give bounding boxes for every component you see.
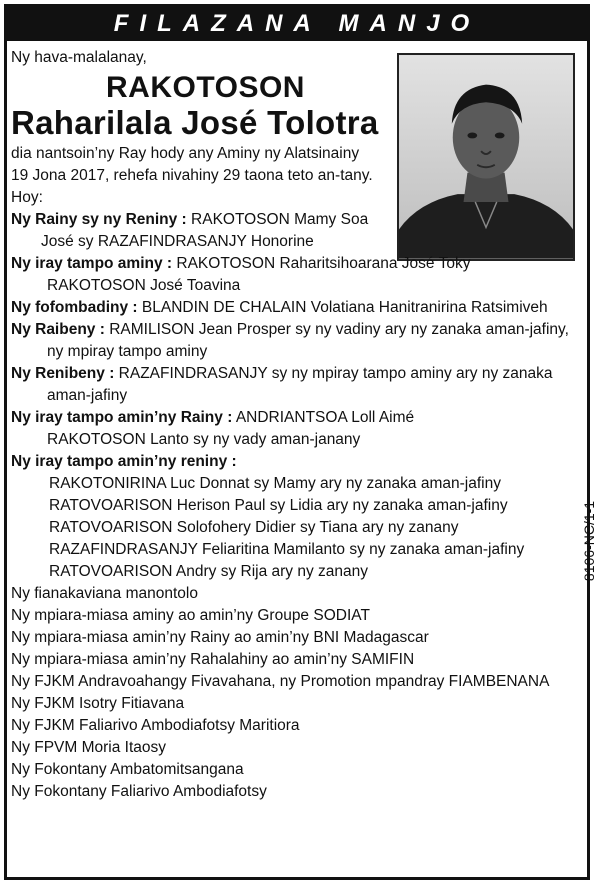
obituary-notice (4, 4, 597, 880)
fiancee-text: BLANDIN DE CHALAIN Volatiana Hanitranirina Ratsimiveh (141, 299, 548, 316)
parents-text: RAKOTOSON Mamy Soa (191, 211, 369, 228)
greeting: Ny hava-malalanay, (11, 49, 147, 66)
parents-text-continued: José sy RAZAFINDRASANJY Honorine (41, 233, 314, 250)
notice-line-2: 19 Jona 2017, rehefa nivahiny 29 taona teto an-tany. (11, 167, 373, 184)
mother-sibling-item: RATOVOARISON Solofohery Didier sy Tiana ary ny zanany (49, 519, 459, 536)
father-siblings-label: Ny iray tampo amin’ny Rainy : (11, 409, 233, 426)
deceased-given-names: Raharilala José Tolotra (11, 104, 379, 141)
mother-sibling-item: RATOVOARISON Andry sy Rija ary ny zanany (49, 563, 369, 580)
notice-line-3: Hoy: (11, 189, 43, 206)
mourner-item: Ny FJKM Faliarivo Ambodiafotsy Maritiora (11, 717, 300, 734)
paternal-grandparent-label: Ny Raibeny : (11, 321, 105, 338)
mother-sibling-item: RAZAFINDRASANJY Feliaritina Mamilanto sy ny zanaka aman-jafiny (49, 541, 525, 558)
siblings-label: Ny iray tampo aminy : (11, 255, 173, 272)
notice-title: FILAZANA MANJO (7, 7, 587, 41)
maternal-grandparent-text-continued: aman-jafiny (47, 387, 128, 404)
father-siblings-text-continued: RAKOTOSON Lanto sy ny vady aman-janany (47, 431, 361, 448)
siblings-entry (11, 253, 583, 275)
mourner-item: Ny FPVM Moria Itaosy (11, 739, 167, 756)
mourner-item: Ny fianakaviana manontolo (11, 585, 198, 602)
maternal-grandparent-text: RAZAFINDRASANJY sy ny mpiray tampo aminy ary ny zanaka (118, 365, 553, 382)
mourner-item: Ny FJKM Andravoahangy Fivavahana, ny Promotion mpandray FIAMBENANA (11, 673, 550, 690)
mother-sibling-item: RAKOTONIRINA Luc Donnat sy Mamy ary ny zanaka aman-jafiny (49, 475, 501, 492)
paternal-grandparent-entry (11, 319, 583, 341)
paternal-grandparent-text-continued: ny mpiray tampo aminy (47, 343, 208, 360)
siblings-text-continued: RAKOTOSON José Toavina (47, 277, 241, 294)
notice-body (11, 47, 583, 803)
siblings-text: RAKOTOSON Raharitsihoarana José Toky (176, 255, 471, 272)
mourner-item: Ny mpiara-miasa amin’ny Rahalahiny ao amin’ny SAMIFIN (11, 651, 415, 668)
maternal-grandparent-entry (11, 363, 583, 385)
mourner-item: Ny Fokontany Ambatomitsangana (11, 761, 244, 778)
mother-siblings-label: Ny iray tampo amin’ny reniny : (11, 453, 237, 470)
father-siblings-text: ANDRIANTSOA Loll Aimé (235, 409, 415, 426)
notice-line-1: dia nantsoin’ny Ray hody any Aminy ny Alatsinainy (11, 145, 360, 162)
mourner-item: Ny mpiara-miasa aminy ao amin’ny Groupe SODIAT (11, 607, 370, 624)
deceased-surname: RAKOTOSON (106, 71, 305, 104)
maternal-grandparent-label: Ny Renibeny : (11, 365, 115, 382)
paternal-grandparent-text: RAMILISON Jean Prosper sy ny vadiny ary ny zanaka aman-jafiny, (109, 321, 569, 338)
father-siblings-entry (11, 407, 583, 429)
mother-sibling-item: RATOVOARISON Herison Paul sy Lidia ary ny zanaka aman-jafiny (49, 497, 508, 514)
fiancee-entry (11, 297, 583, 319)
reference-code: 8106-NC/1-1 (581, 500, 597, 582)
mourner-item: Ny mpiara-miasa amin’ny Rainy ao amin’ny BNI Madagascar (11, 629, 429, 646)
fiancee-label: Ny fofombadiny : (11, 299, 138, 316)
parents-label: Ny Rainy sy ny Reniny : (11, 211, 187, 228)
parents-entry (11, 209, 583, 231)
mourner-item: Ny Fokontany Faliarivo Ambodiafotsy (11, 783, 267, 800)
mourner-item: Ny FJKM Isotry Fitiavana (11, 695, 185, 712)
